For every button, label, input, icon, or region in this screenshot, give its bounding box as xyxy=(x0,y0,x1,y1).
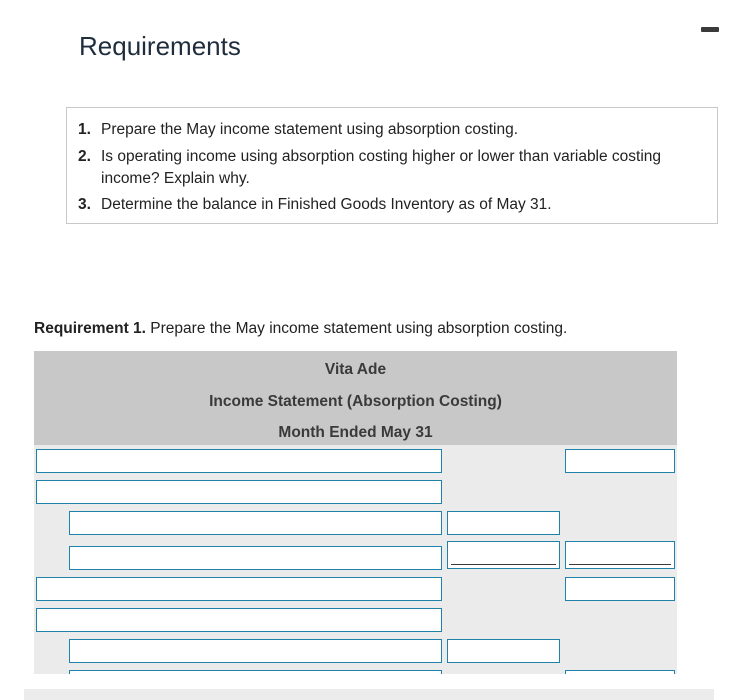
total-amount-input[interactable] xyxy=(565,670,675,674)
line-item-label-input[interactable] xyxy=(36,449,442,473)
requirement-text: Determine the balance in Finished Goods Inventory as of May 31. xyxy=(101,196,552,213)
statement-title: Income Statement (Absorption Costing) xyxy=(209,393,502,410)
total-amount-input[interactable] xyxy=(565,541,675,569)
subtotal-amount-input[interactable] xyxy=(447,541,560,569)
requirements-list xyxy=(66,107,718,224)
requirement-1-label: Requirement 1. xyxy=(34,320,146,337)
minimize-icon[interactable] xyxy=(701,27,719,32)
requirement-text: Is operating income using absorption costing higher or lower than variable costing income? Explain why. xyxy=(101,148,662,187)
requirement-text: Prepare the May income statement using absorption costing. xyxy=(101,121,519,138)
requirement-number: 1. xyxy=(78,121,91,138)
line-item-label-input[interactable] xyxy=(69,546,442,570)
statement-header xyxy=(34,351,677,445)
line-item-label-input[interactable] xyxy=(69,511,442,535)
subtotal-amount-input[interactable] xyxy=(447,639,560,663)
total-amount-input[interactable] xyxy=(565,577,675,601)
line-item-label-input[interactable] xyxy=(69,670,442,674)
requirement-1-text: Prepare the May income statement using absorption costing. xyxy=(150,320,568,337)
line-item-label-input[interactable] xyxy=(36,480,442,504)
total-amount-input[interactable] xyxy=(565,449,675,473)
company-name: Vita Ade xyxy=(324,361,387,378)
line-item-label-input[interactable] xyxy=(36,577,442,601)
subtotal-amount-input[interactable] xyxy=(447,511,560,535)
line-item-label-input[interactable] xyxy=(69,639,442,663)
requirement-number: 3. xyxy=(78,196,91,213)
statement-period: Month Ended May 31 xyxy=(278,424,433,441)
bottom-toolbar xyxy=(24,689,714,700)
line-item-label-input[interactable] xyxy=(36,608,442,632)
requirement-number: 2. xyxy=(78,148,91,165)
requirements-title: Requirements xyxy=(79,31,241,61)
requirement-1-heading xyxy=(34,320,567,338)
statement-body xyxy=(34,445,677,674)
